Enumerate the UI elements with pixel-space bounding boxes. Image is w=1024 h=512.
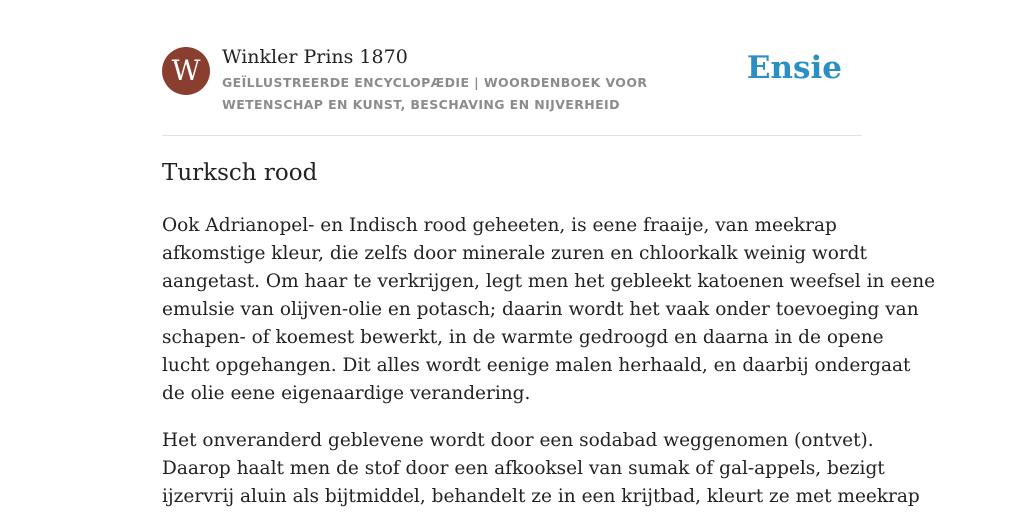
paragraph-line: Het onveranderd geblevene wordt door een sodabad weggenomen (ontvet). [162, 430, 874, 451]
source-avatar[interactable]: W [162, 47, 210, 95]
source-header [162, 44, 862, 136]
paragraph-line: afkomstige kleur, die zelfs door minerale zuren en chloorkalk weinig wordt [162, 243, 867, 264]
article-paragraph [162, 212, 936, 408]
paragraph-line: aangetast. Om haar te verkrijgen, legt men het gebleekt katoenen weefsel in eene [162, 271, 936, 292]
paragraph-line: Daarop haalt men de stof door een afkooksel van sumak of gal-appels, bezigt [162, 458, 885, 479]
article-title: Turksch rood [162, 160, 318, 186]
source-title-link[interactable]: Winkler Prins 1870 [222, 46, 408, 68]
ensie-logo-link[interactable]: Ensie [746, 50, 842, 86]
paragraph-line: de olie eene eigenaardige verandering. [162, 383, 531, 404]
paragraph-line: Ook Adrianopel- en Indisch rood geheeten, is eene fraaije, van meekrap [162, 215, 837, 236]
paragraph-line: emulsie van olijven-olie en potasch; daarin wordt het vaak onder toevoeging van [162, 299, 919, 320]
paragraph-line: schapen- of koemest bewerkt, in de warmte gedroogd en daarna in de opene [162, 327, 884, 348]
source-subtitle: GEÏLLUSTREERDE ENCYCLOPÆDIE | WOORDENBOEK VOOR WETENSCHAP EN KUNST, BESCHAVING EN NIJVERHEID [222, 75, 648, 112]
paragraph-line: lucht opgehangen. Dit alles wordt eenige malen herhaald, en daarbij ondergaat [162, 355, 911, 376]
article-body [162, 212, 936, 512]
article-paragraph [162, 427, 920, 511]
paragraph-line: ijzervrij aluin als bijtmiddel, behandelt ze in een krijtbad, kleurt ze met meekrap [162, 486, 920, 507]
